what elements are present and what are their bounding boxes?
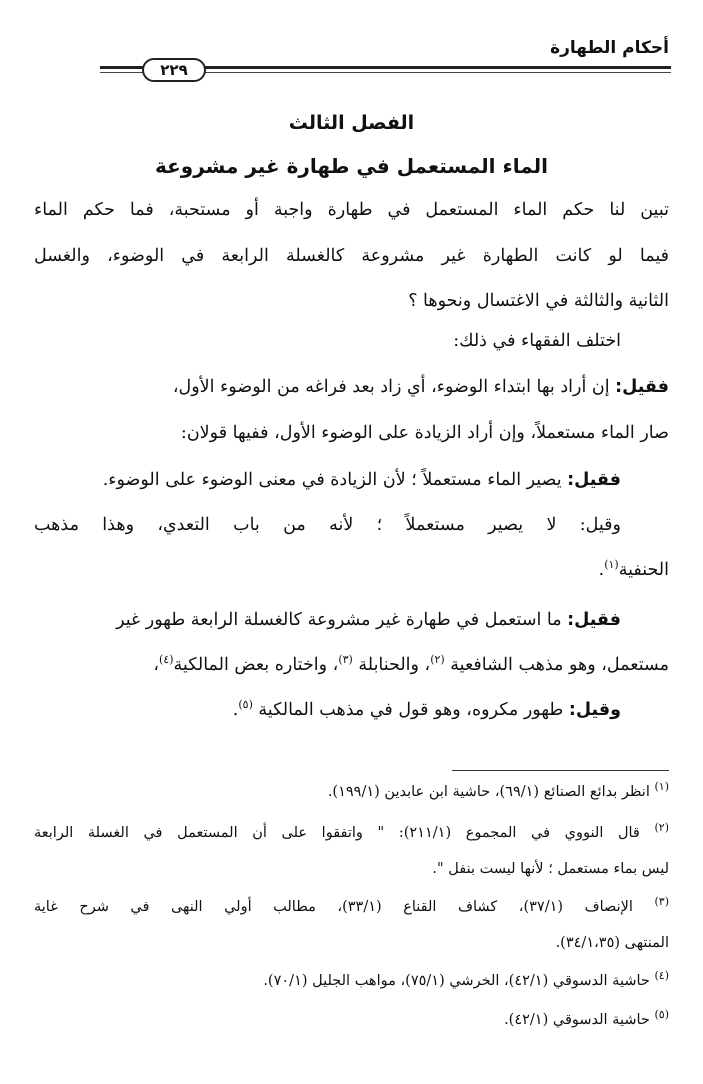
footnote-2-continued: ليس بماء مستعمل ؛ لأنها ليست بنفل ". [432, 861, 669, 877]
footnote-number: (٥) [654, 1008, 669, 1022]
footnote-number: (١) [654, 780, 669, 794]
body-line: اختلف الفقهاء في ذلك: [453, 331, 621, 351]
running-header-title: أحكام الطهارة [550, 38, 669, 58]
footnote-2 [34, 821, 669, 841]
keyword-faqil: فقيل: [567, 610, 621, 630]
footnote-number: (٢) [654, 821, 669, 835]
body-line [34, 610, 621, 630]
footnote-ref: (٣) [338, 653, 353, 667]
body-line [34, 470, 621, 490]
body-line [34, 655, 669, 675]
body-line: وقيل: لا يصير مستعملاً ؛ لأنه من باب التعدي، وهذا مذهب [34, 515, 621, 535]
body-text: طهور مكروه، وهو قول في مذهب المالكية [252, 700, 569, 720]
footnote-ref: (١) [604, 558, 619, 572]
page-number-badge: ٢٢٩ [142, 58, 206, 82]
keyword-waqil: وقيل: [568, 700, 621, 720]
body-line [34, 700, 621, 720]
body-line: تبين لنا حكم الماء المستعمل في طهارة واجبة أو مستحبة، فما حكم الماء [34, 200, 669, 220]
body-text: . [598, 560, 605, 580]
footnote-number: (٤) [654, 969, 669, 983]
footnote-ref: (٤) [159, 653, 174, 667]
body-text: مستعمل، وهو مذهب الشافعية [444, 655, 669, 675]
body-line [34, 377, 669, 397]
footnote-ref: (٥) [238, 698, 253, 712]
footnote-text: حاشية الدسوقي (٤٢/١)، الخرشي (٧٥/١)، مواهب الجليل (٧٠/١). [263, 973, 655, 989]
footnote-4 [34, 969, 669, 989]
body-text: ، [153, 655, 160, 675]
body-line: صار الماء مستعملاً، وإن أراد الزيادة على الوضوء الأول، ففيها قولان: [180, 423, 669, 443]
keyword-faqil: فقيل: [567, 470, 621, 490]
body-text: ، واختاره بعض المالكية [173, 655, 339, 675]
footnote-text: انظر بدائع الصنائع (٦٩/١)، حاشية ابن عابدين (١٩٩/١). [327, 784, 655, 800]
body-line [34, 560, 669, 580]
footnote-separator [452, 770, 669, 771]
footnote-5 [34, 1008, 669, 1028]
footnote-text: حاشية الدسوقي (٤٢/١). [504, 1012, 655, 1028]
footnote-text: الإنصاف (٣٧/١)، كشاف القناع (٣٣/١)، مطالب أولي النهى في شرح غاية [34, 899, 655, 915]
footnote-number: (٣) [654, 895, 669, 909]
footnote-text: قال النووي في المجموع (٢١١/١): " واتفقوا على أن المستعمل في الغسلة الرابعة [34, 825, 655, 841]
keyword-faqil: فقيل: [615, 377, 669, 397]
body-text: . [232, 700, 239, 720]
body-line: الثانية والثالثة في الاغتسال ونحوها ؟ [408, 291, 669, 311]
body-line: فيما لو كانت الطهارة غير مشروعة كالغسلة الرابعة في الوضوء، والغسل [34, 246, 669, 266]
footnote-3-continued: المنتهى (٣٤/١،٣٥). [555, 935, 669, 951]
body-text: إن أراد بها ابتداء الوضوء، أي زاد بعد فراغه من الوضوء الأول، [172, 377, 616, 397]
chapter-title: الفصل الثالث [288, 112, 415, 134]
body-text: ، والحنابلة [352, 655, 431, 675]
body-text: الحنفية [618, 560, 669, 580]
footnote-3 [34, 895, 669, 915]
footnote-ref: (٢) [430, 653, 445, 667]
footnote-1 [34, 780, 669, 800]
body-text: يصير الماء مستعملاً ؛ لأن الزيادة في معنى الوضوء على الوضوء. [102, 470, 568, 490]
section-title: الماء المستعمل في طهارة غير مشروعة [154, 154, 549, 178]
body-text: ما استعمل في طهارة غير مشروعة كالغسلة الرابعة طهور غير [116, 610, 568, 630]
